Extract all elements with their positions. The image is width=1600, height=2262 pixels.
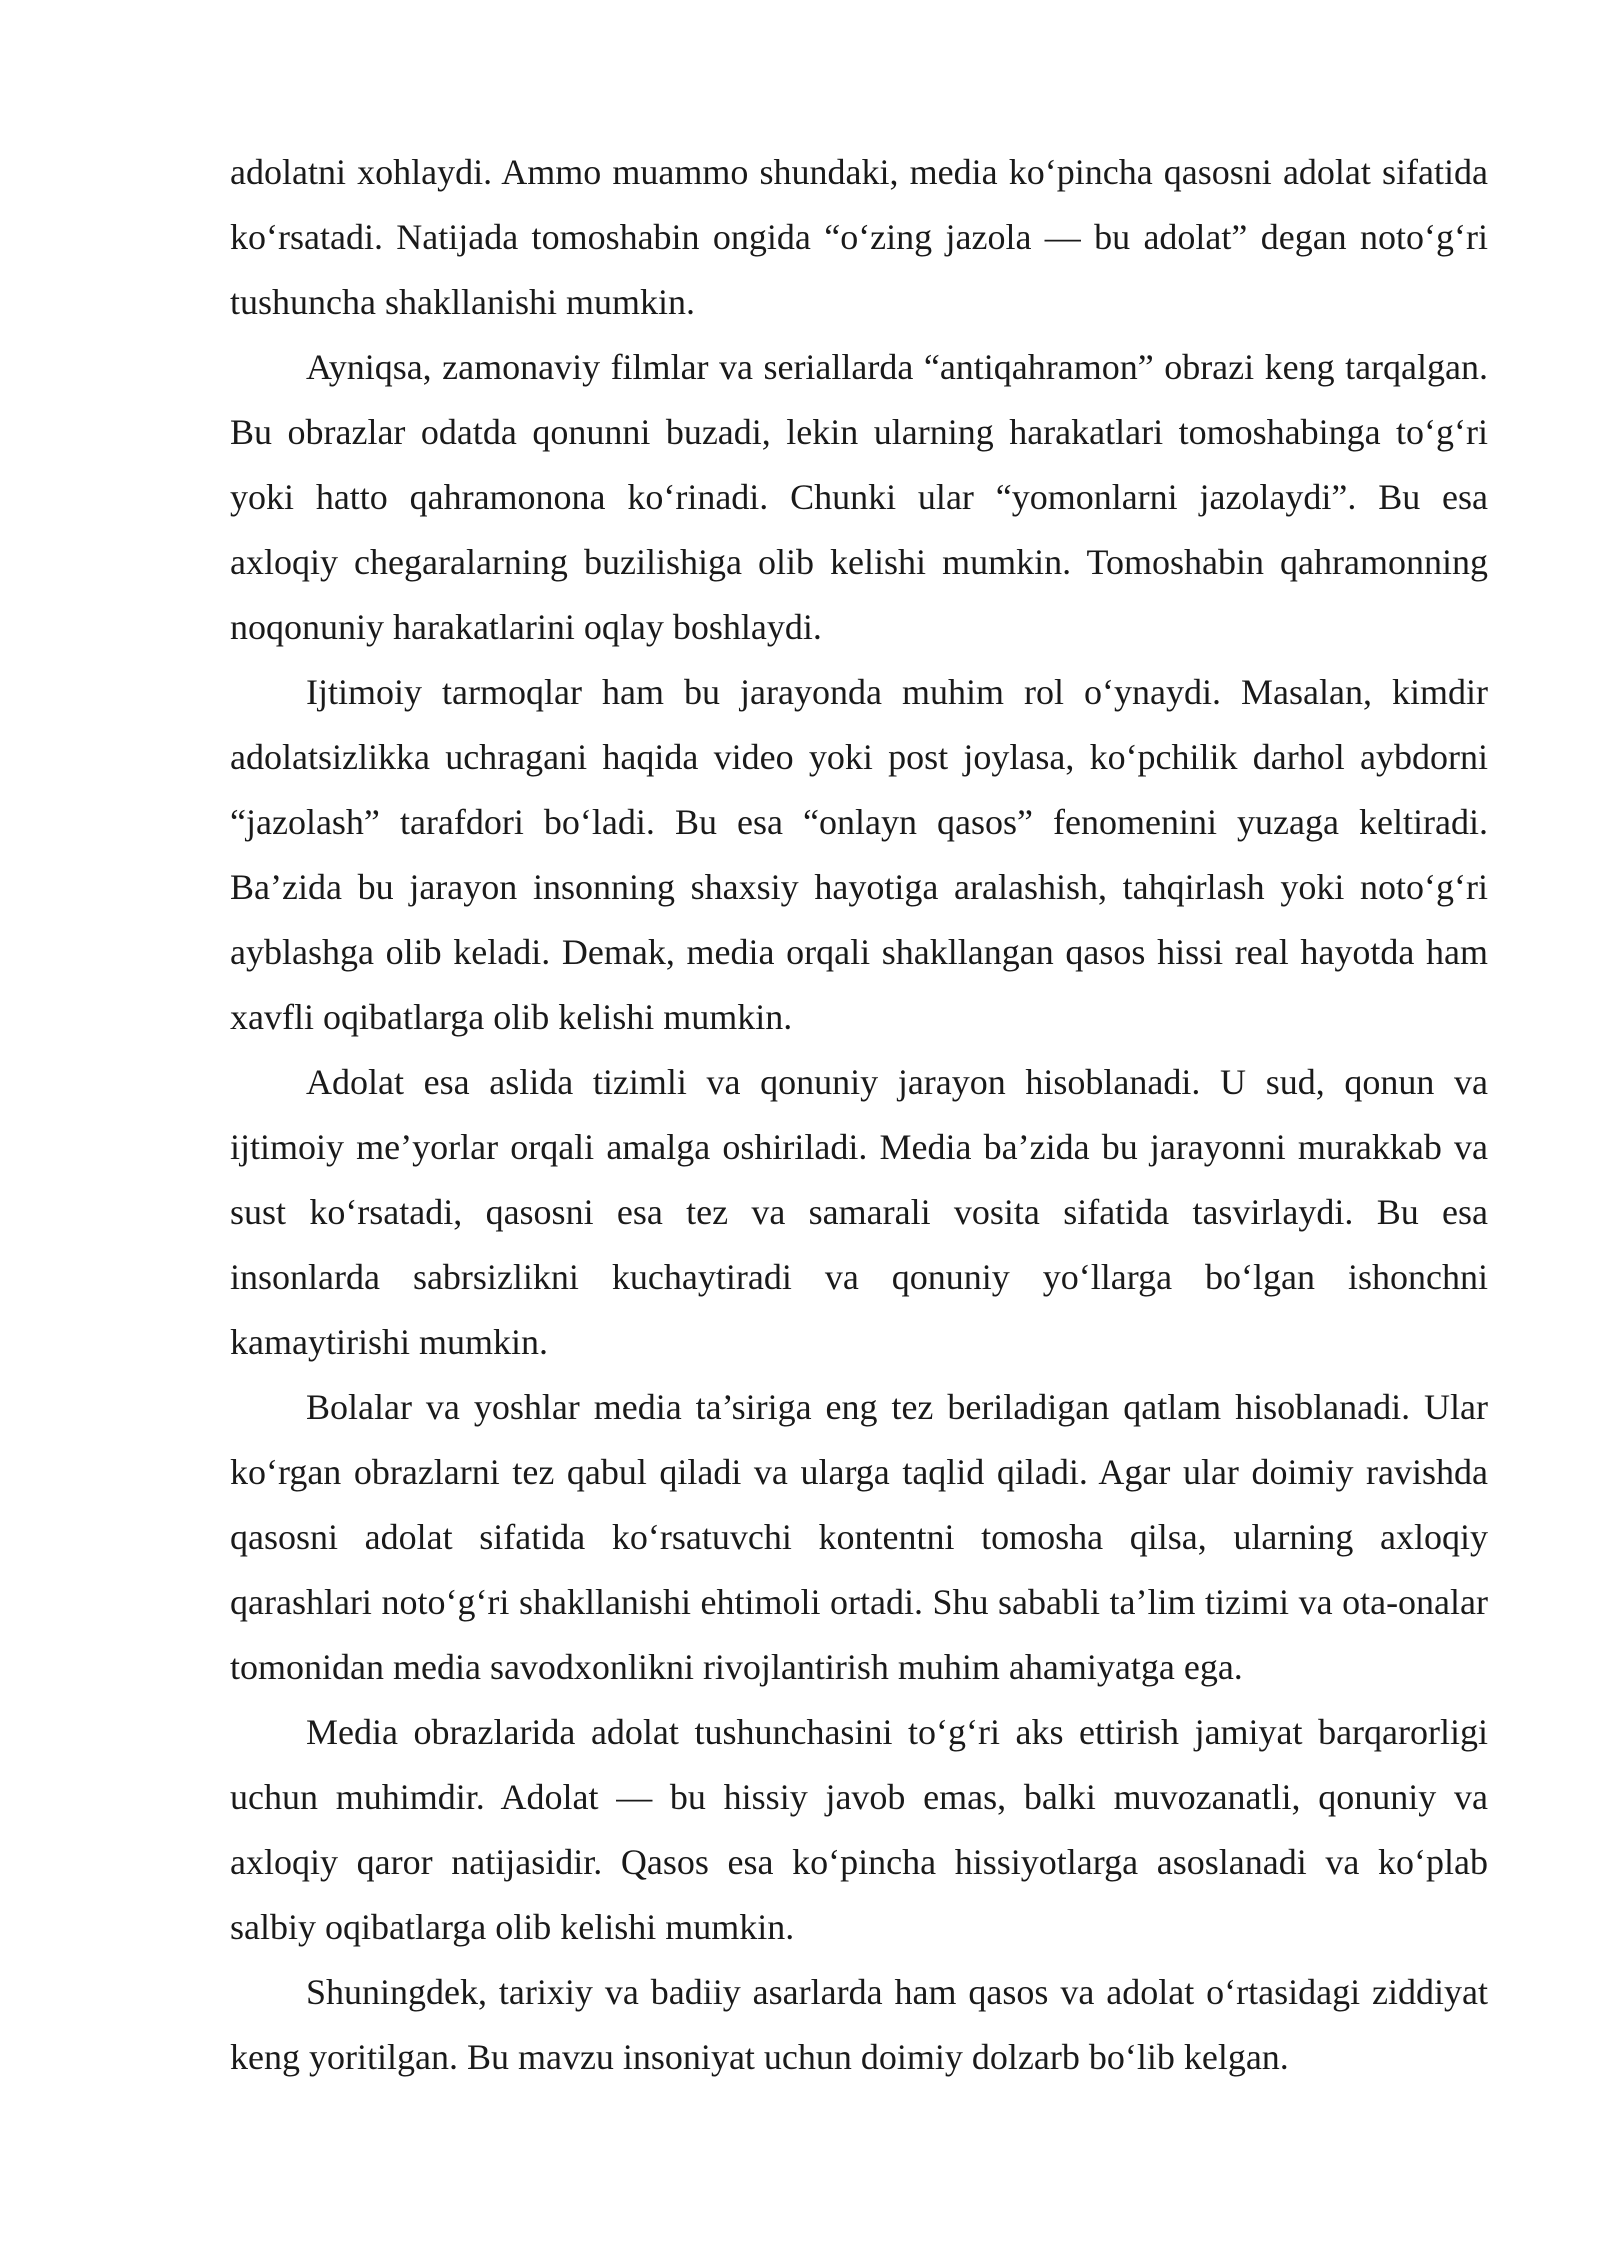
paragraph-social-networks: Ijtimoiy tarmoqlar ham bu jarayonda muhim rol o‘ynaydi. Masalan, kimdir adolatsizlikka uchragani haqida video yoki post joylasa, ko‘pchilik darhol aybdorni “jazolash” tarafdori bo‘ladi. Bu esa “onlayn qasos” fenomenini yuzaga keltiradi. Ba’zida bu jarayon insonning shaxsiy hayotiga aralashish, tahqirlash yoki noto‘g‘ri ayblashga olib keladi. Demak, media orqali shakllangan qasos hissi real hayotda ham xavfli oqibatlarga olib kelishi mumkin.	[230, 672, 1488, 1037]
paragraph-antihero: Ayniqsa, zamonaviy filmlar va seriallarda “antiqahramon” obrazi keng tarqalgan. Bu obrazlar odatda qonunni buzadi, lekin ularning harakatlari tomoshabinga to‘g‘ri yoki hatto qahramonona ko‘rinadi. Chunki ular “yomonlarni jazolaydi”. Bu esa axloqiy chegaralarning buzilishiga olib kelishi mumkin. Tomoshabin qahramonning noqonuniy harakatlarini oqlay boshlaydi.	[230, 347, 1488, 647]
paragraph-justice-system: Adolat esa aslida tizimli va qonuniy jarayon hisoblanadi. U sud, qonun va ijtimoiy me’yorlar orqali amalga oshiriladi. Media ba’zida bu jarayonni murakkab va sust ko‘rsatadi, qasosni esa tez va samarali vosita sifatida tasvirlaydi. Bu esa insonlarda sabrsizlikni kuchaytiradi va qonuniy yo‘llarga bo‘lgan ishonchni kamaytirishi mumkin.	[230, 1062, 1488, 1362]
paragraph-youth: Bolalar va yoshlar media ta’siriga eng tez beriladigan qatlam hisoblanadi. Ular ko‘rgan obrazlarni tez qabul qiladi va ularga taqlid qiladi. Agar ular doimiy ravishda qasosni adolat sifatida ko‘rsatuvchi kontentni tomosha qilsa, ularning axloqiy qarashlari noto‘g‘ri shakllanishi ehtimoli ortadi. Shu sababli ta’lim tizimi va ota-onalar tomonidan media savodxonlikni rivojlantirish muhim ahamiyatga ega.	[230, 1387, 1488, 1687]
paragraph-historical-works: Shuningdek, tarixiy va badiiy asarlarda ham qasos va adolat o‘rtasidagi ziddiyat keng yoritilgan. Bu mavzu insoniyat uchun doimiy dolzarb bo‘lib kelgan.	[230, 1972, 1488, 2077]
paragraph-continued: adolatni xohlaydi. Ammo muammo shundaki, media ko‘pincha qasosni adolat sifatida ko‘rsatadi. Natijada tomoshabin ongida “o‘zing jazola — bu adolat” degan noto‘g‘ri tushuncha shakllanishi mumkin.	[230, 152, 1488, 322]
document-page	[230, 140, 1488, 2090]
paragraph-media-justice: Media obrazlarida adolat tushunchasini to‘g‘ri aks ettirish jamiyat barqarorligi uchun muhimdir. Adolat — bu hissiy javob emas, balki muvozanatli, qonuniy va axloqiy qaror natijasidir. Qasos esa ko‘pincha hissiyotlarga asoslanadi va ko‘plab salbiy oqibatlarga olib kelishi mumkin.	[230, 1712, 1488, 1947]
